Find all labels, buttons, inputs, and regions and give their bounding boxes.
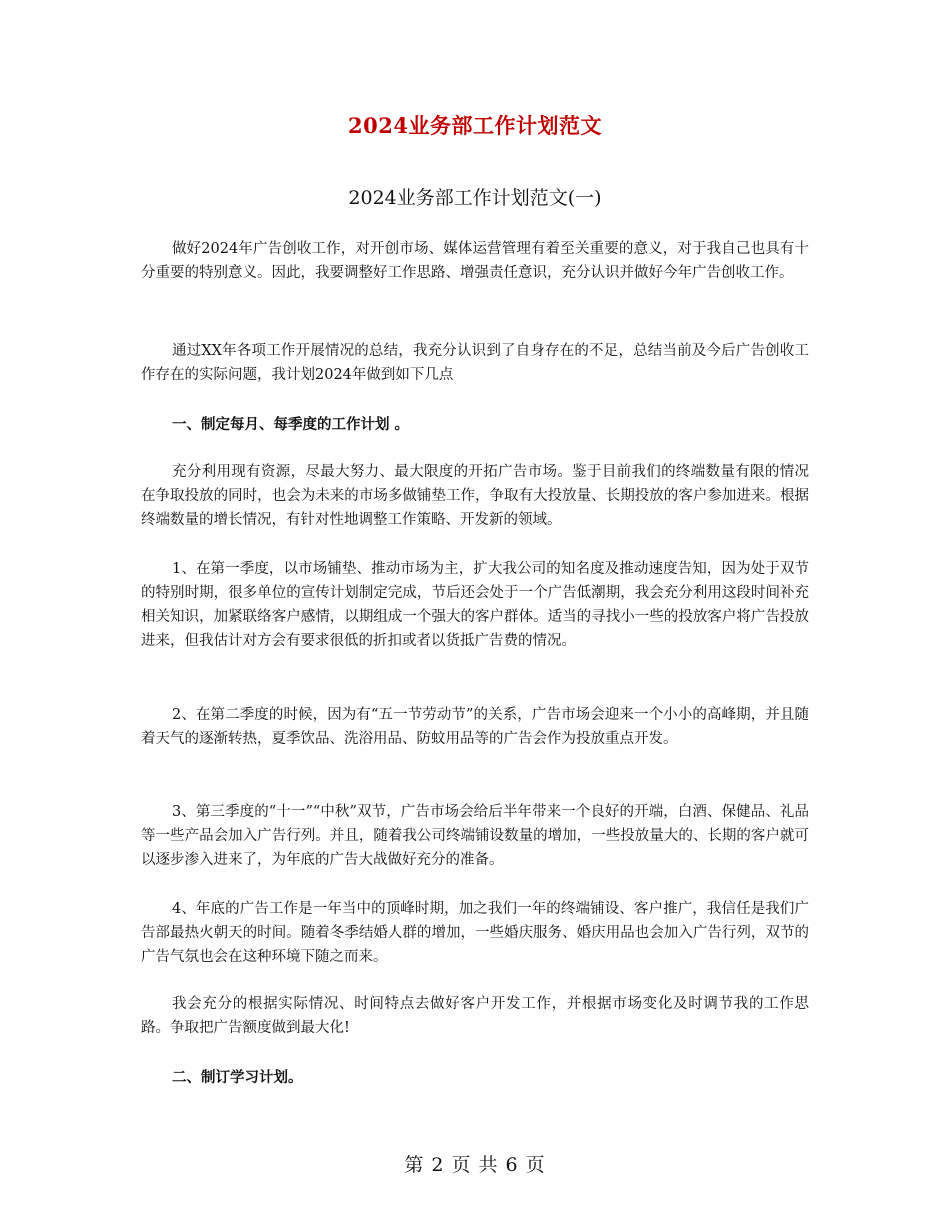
paragraph-conclusion: 我会充分的根据实际情况、时间特点去做好客户开发工作，并根据市场变化及时调节我的工作思路。争取把广告额度做到最大化! xyxy=(141,996,809,1036)
section-heading-2: 二、制订学习计划。 xyxy=(172,1070,303,1086)
document-title: 2024业务部工作计划范文 xyxy=(348,113,602,138)
paragraph-summary: 通过XX年各项工作开展情况的总结，我充分认识到了自身存在的不足，总结当前及今后广告创收工作存在的实际问题，我计划2024年做到如下几点 xyxy=(141,343,809,383)
page-number-footer: 第 2 页 共 6 页 xyxy=(404,1154,546,1176)
paragraph-q4: 4、年底的广告工作是一年当中的顶峰时期，加之我们一年的终端铺设、客户推广，我信任是我们广告部最热火朝天的时间。随着冬季结婚人群的增加，一些婚庆服务、婚庆用品也会加入广告行列，双节的广告气氛也会在这种环境下随之而来。 xyxy=(141,901,809,965)
paragraph-q3: 3、第三季度的“十一”“中秋”双节，广告市场会给后半年带来一个良好的开端，白酒、保健品、礼品等一些产品会加入广告行列。并且，随着我公司终端铺设数量的增加，一些投放量大的、长期的客户就可以逐步渗入进来了，为年底的广告大战做好充分的准备。 xyxy=(141,804,809,868)
paragraph-q1: 1、在第一季度，以市场铺垫、推动市场为主，扩大我公司的知名度及推动速度告知，因为处于双节的特别时期，很多单位的宣传计划制定完成，节后还会处于一个广告低潮期，我会充分利用这段时间补充相关知识，加紧联络客户感情，以期组成一个强大的客户群体。适当的寻找小一些的投放客户将广告投放进来，但我估计对方会有要求很低的折扣或者以货抵广告费的情况。 xyxy=(141,561,809,649)
paragraph-q2: 2、在第二季度的时候，因为有“五一节劳动节”的关系，广告市场会迎来一个小小的高峰期，并且随着天气的逐渐转热，夏季饮品、洗浴用品、防蚊用品等的广告会作为投放重点开发。 xyxy=(141,707,809,747)
document-subtitle: 2024业务部工作计划范文(一) xyxy=(348,187,602,209)
paragraph-intro: 做好2024年广告创收工作，对开创市场、媒体运营管理有着至关重要的意义，对于我自己也具有十分重要的特别意义。因此，我要调整好工作思路、增强责任意识，充分认识并做好今年广告创收工作。 xyxy=(141,241,809,281)
section-heading-1: 一、制定每月、每季度的工作计划 。 xyxy=(172,417,410,433)
paragraph-resources: 充分利用现有资源，尽最大努力、最大限度的开拓广告市场。鉴于目前我们的终端数量有限的情况在争取投放的同时，也会为未来的市场多做铺垫工作，争取有大投放量、长期投放的客户参加进来。根据终端数量的增长情况，有针对性地调整工作策略、开发新的领域。 xyxy=(141,464,809,528)
